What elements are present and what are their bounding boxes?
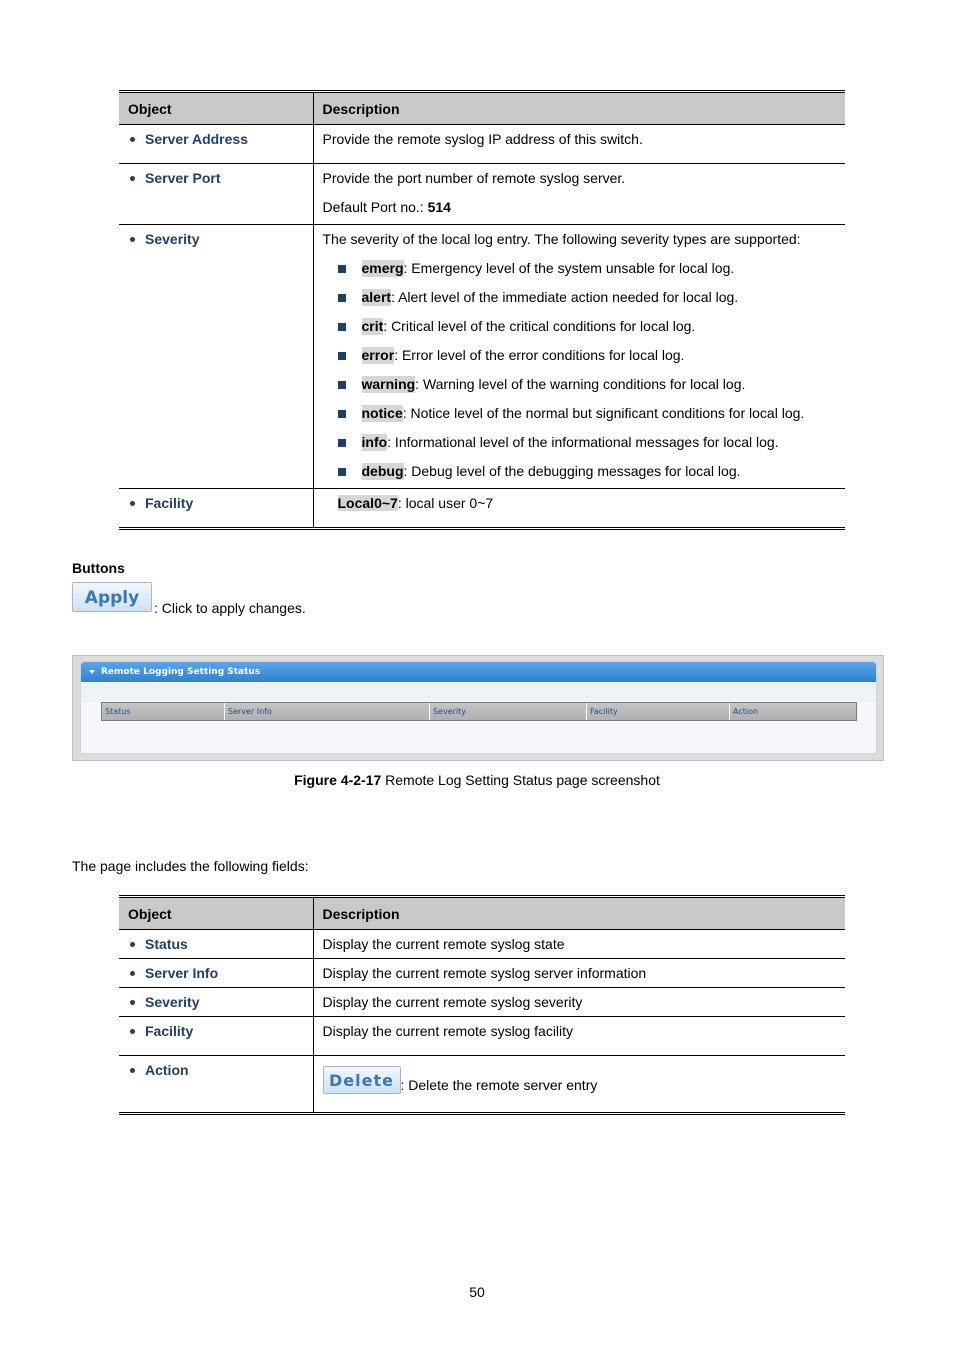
bullet-icon [130, 971, 135, 976]
bullet-icon [130, 137, 135, 142]
column-facility: Facility [587, 703, 730, 720]
description-text: Provide the remote syslog IP address of this switch. [322, 131, 643, 147]
default-port: Default Port no.: 514 [322, 199, 451, 215]
apply-button[interactable]: Apply [72, 582, 152, 612]
square-bullet-icon [338, 410, 346, 418]
page-number: 50 [469, 1284, 485, 1300]
severity-item-alert: alert : Alert level of the immediate action needed for local log. [338, 289, 837, 306]
bullet-icon [130, 176, 135, 181]
column-severity: Severity [430, 703, 587, 720]
collapse-triangle-icon[interactable] [89, 670, 95, 674]
object-facility: Facility [128, 495, 304, 512]
severity-item-notice: notice : Notice level of the normal but significant conditions for local log. [338, 405, 837, 422]
column-server-info: Server Info [225, 703, 430, 720]
object-action: Action [128, 1062, 304, 1079]
square-bullet-icon [338, 265, 346, 273]
severity-item-crit: crit : Critical level of the critical conditions for local log. [338, 318, 837, 335]
severity-item-error: error : Error level of the error conditions for local log. [338, 347, 837, 364]
object-server-port: Server Port [128, 170, 304, 187]
bullet-icon [130, 1068, 135, 1073]
square-bullet-icon [338, 323, 346, 331]
severity-item-emerg: emerg : Emergency level of the system unsable for local log. [338, 260, 837, 277]
delete-button[interactable]: Delete [323, 1066, 401, 1094]
delete-description: : Delete the remote server entry [400, 1077, 598, 1093]
bullet-icon [130, 942, 135, 947]
square-bullet-icon [338, 294, 346, 302]
table-row [119, 1017, 845, 1056]
panel-subbar [81, 682, 876, 702]
table-row [119, 125, 845, 164]
table-header-row [119, 92, 845, 125]
table-header-row [119, 897, 845, 930]
square-bullet-icon [338, 468, 346, 476]
status-table-header [101, 702, 857, 721]
table-row [119, 988, 845, 1017]
panel-title-bar[interactable]: Remote Logging Setting Status [81, 662, 876, 682]
header-object: Object [119, 897, 313, 930]
bullet-icon [130, 1000, 135, 1005]
table-row [119, 164, 845, 225]
square-bullet-icon [338, 381, 346, 389]
facility-description: Local0~7: local user 0~7 [337, 495, 494, 511]
figure-caption: Figure 4-2-17 Remote Log Setting Status page screenshot [294, 772, 660, 788]
square-bullet-icon [338, 352, 346, 360]
table-row [119, 1056, 845, 1114]
severity-item-debug: debug : Debug level of the debugging messages for local log. [338, 463, 837, 480]
table-row [119, 959, 845, 988]
object-facility: Facility [128, 1023, 304, 1040]
column-status: Status [102, 703, 225, 720]
status-page-screenshot [72, 655, 884, 761]
buttons-heading: Buttons [72, 560, 125, 576]
apply-description: : Click to apply changes. [154, 600, 306, 616]
table-row [119, 489, 845, 529]
description-text: The severity of the local log entry. The following severity types are supported: [322, 231, 801, 247]
object-status: Status [128, 936, 304, 953]
object-server-address: Server Address [128, 131, 304, 148]
bullet-icon [130, 1029, 135, 1034]
object-server-info: Server Info [128, 965, 304, 982]
description-text: Display the current remote syslog severity [322, 994, 583, 1010]
header-object: Object [119, 92, 313, 125]
object-severity: Severity [128, 231, 304, 248]
square-bullet-icon [338, 439, 346, 447]
object-severity: Severity [128, 994, 304, 1011]
bullet-icon [130, 501, 135, 506]
severity-item-info: info : Informational level of the informational messages for local log. [338, 434, 837, 451]
description-text: Display the current remote syslog server information [322, 965, 647, 981]
table-row [119, 225, 845, 489]
description-text: Provide the port number of remote syslog server. [322, 170, 626, 186]
object-table-2 [119, 895, 845, 1115]
table-row [119, 930, 845, 959]
header-description: Description [313, 92, 845, 125]
severity-item-warning: warning : Warning level of the warning conditions for local log. [338, 376, 837, 393]
column-action: Action [733, 707, 759, 716]
object-table-1 [119, 90, 845, 530]
description-text: Display the current remote syslog facility [322, 1023, 574, 1039]
header-description: Description [313, 897, 845, 930]
remote-logging-status-panel [80, 661, 877, 754]
intro-text: The page includes the following fields: [72, 858, 309, 874]
description-text: Display the current remote syslog state [322, 936, 565, 952]
bullet-icon [130, 237, 135, 242]
